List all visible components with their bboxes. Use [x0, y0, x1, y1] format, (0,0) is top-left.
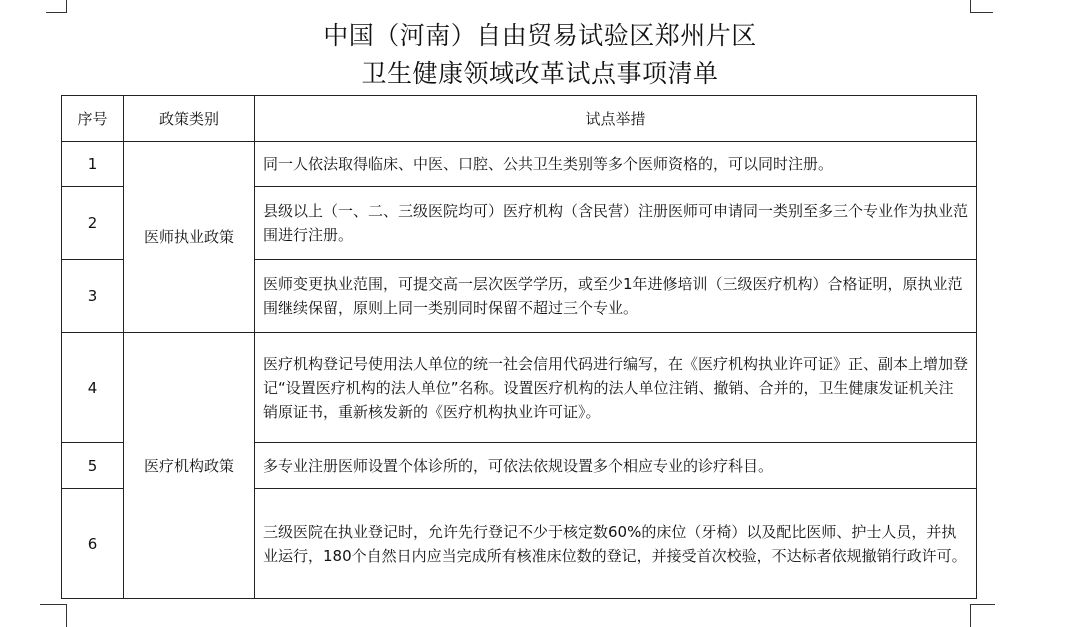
category-medical-institution: 医疗机构政策	[124, 333, 255, 599]
row-number: 3	[62, 260, 124, 333]
header-no: 序号	[62, 96, 124, 142]
category-physician-practice: 医师执业政策	[124, 142, 255, 333]
measure-text: 同一人依法取得临床、中医、口腔、公共卫生类别等多个医师资格的，可以同时注册。	[255, 142, 977, 187]
measure-text: 医师变更执业范围，可提交高一层次医学学历，或至少1年进修培训（三级医疗机构）合格证明，原执业范围继续保留，原则上同一类别同时保留不超过三个专业。	[255, 260, 977, 333]
measure-text: 多专业注册医师设置个体诊所的，可依法依规设置多个相应专业的诊疗科目。	[255, 443, 977, 489]
document-title-line-2: 卫生健康领域改革试点事项清单	[361, 59, 719, 88]
header-category: 政策类别	[124, 96, 255, 142]
row-number: 4	[62, 333, 124, 443]
document-title-line-1: 中国（河南）自由贸易试验区郑州片区	[323, 21, 757, 50]
table-header-row	[62, 96, 977, 142]
page-corner-mark-bottom-left	[40, 604, 67, 627]
table-row	[62, 333, 977, 443]
header-measures: 试点举措	[255, 96, 977, 142]
row-number: 5	[62, 443, 124, 489]
page-corner-mark-top-right	[970, 0, 993, 13]
measure-text: 医疗机构登记号使用法人单位的统一社会信用代码进行编写，在《医疗机构执业许可证》正、副本上增加登记“设置医疗机构的法人单位”名称。设置医疗机构的法人单位注销、撤销、合并的，卫生健康发证机关注销原证书，重新核发新的《医疗机构执业许可证》。	[255, 333, 977, 443]
row-number: 6	[62, 489, 124, 599]
page-corner-mark-bottom-right	[970, 604, 995, 627]
policy-table	[61, 95, 977, 599]
measure-text: 县级以上（一、二、三级医院均可）医疗机构（含民营）注册医师可申请同一类别至多三个专业作为执业范围进行注册。	[255, 187, 977, 260]
row-number: 2	[62, 187, 124, 260]
measure-text: 三级医院在执业登记时，允许先行登记不少于核定数60%的床位（牙椅）以及配比医师、护士人员，并执业运行，180个自然日内应当完成所有核准床位数的登记，并接受首次校验，不达标者依规撤销行政许可。	[255, 489, 977, 599]
page-corner-mark-top-left	[46, 0, 67, 13]
row-number: 1	[62, 142, 124, 187]
table-row	[62, 142, 977, 187]
